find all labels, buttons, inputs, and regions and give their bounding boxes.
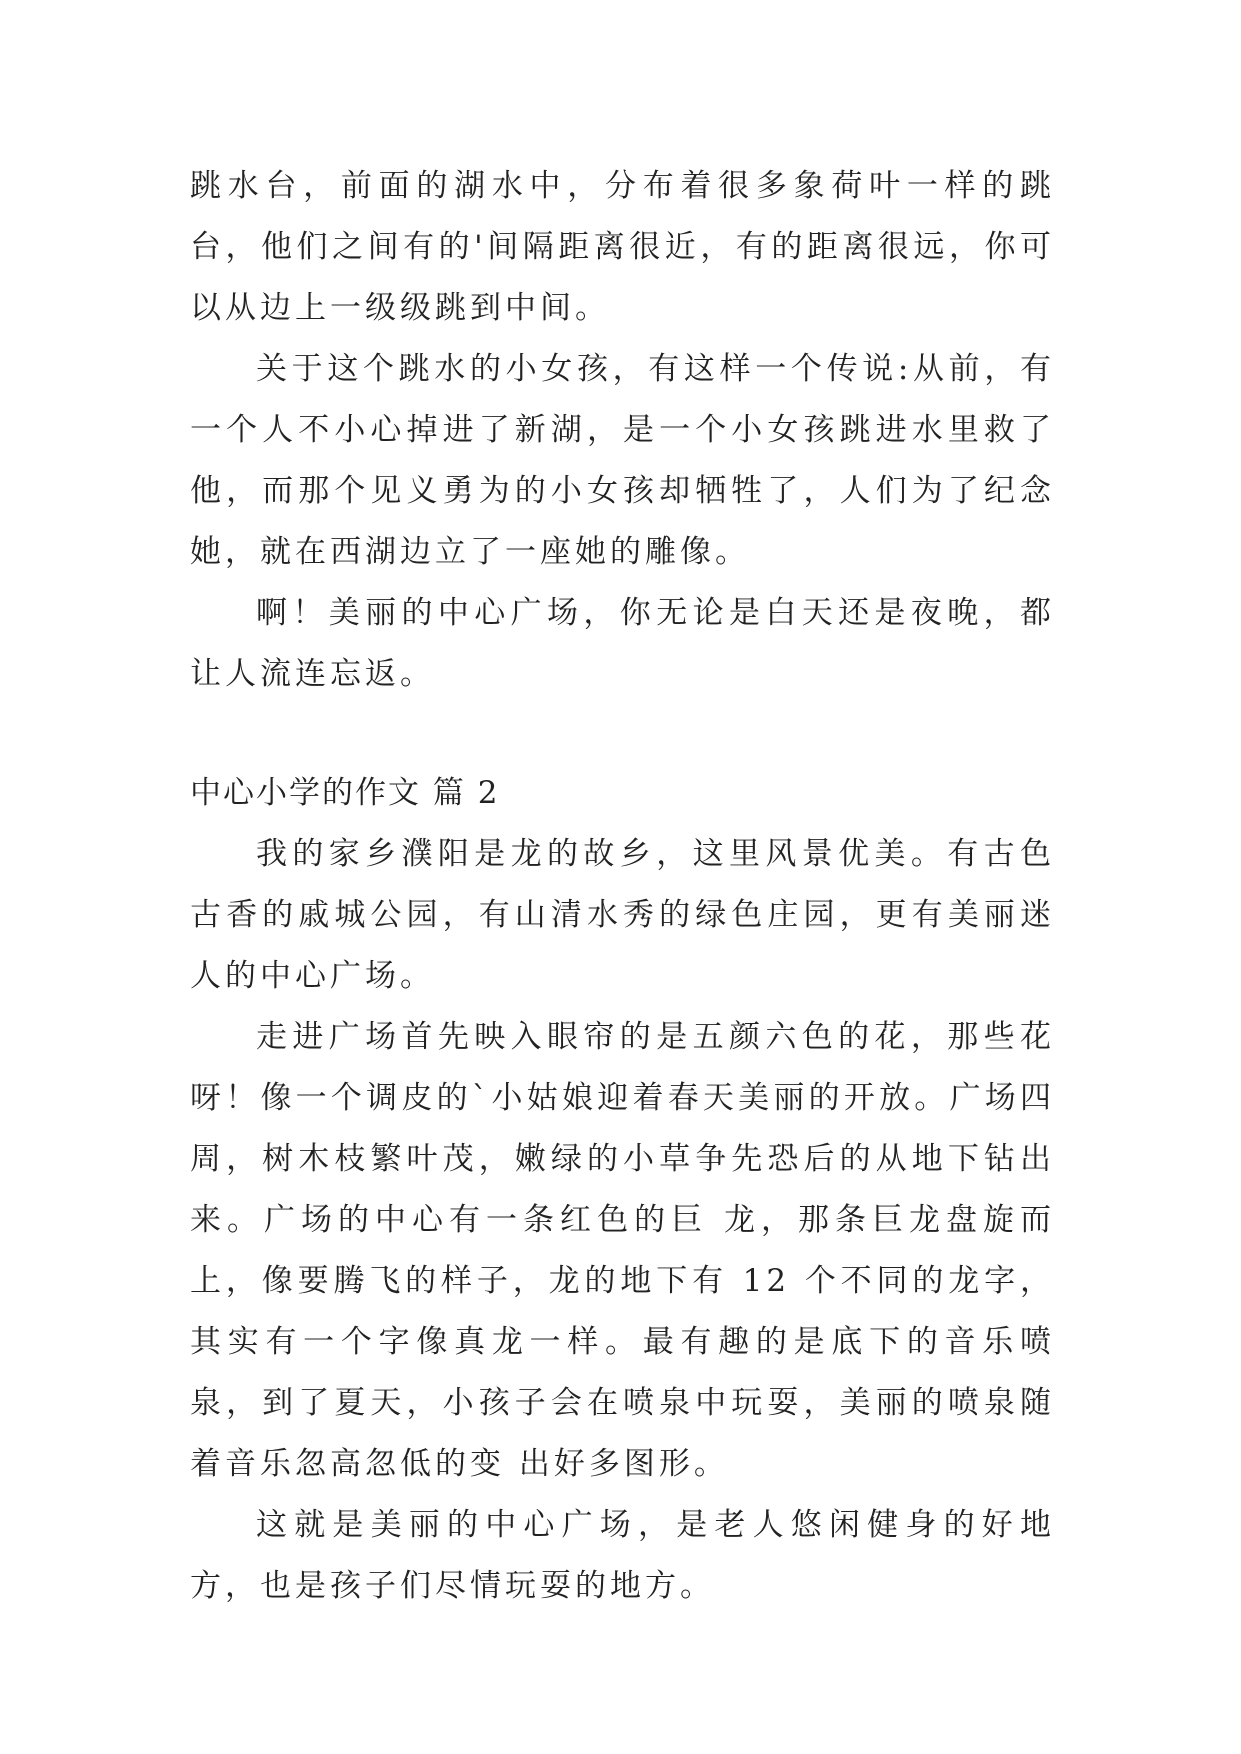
paragraph-diving-platform: 跳水台，前面的湖水中，分布着很多象荷叶一样的跳台，他们之间有的'间隔距离很近，有的距离很远，你可以从边上一级级跳到中间。	[190, 168, 1055, 326]
section-2	[190, 763, 1055, 1617]
paragraph-square-exclamation: 啊！美丽的中心广场，你无论是白天还是夜晚，都让人流连忘返。	[190, 595, 1055, 692]
paragraph-conclusion: 这就是美丽的中心广场，是老人悠闲健身的好地方，也是孩子们尽情玩耍的地方。	[190, 1507, 1055, 1604]
section-gap	[190, 705, 1055, 763]
paragraph-hometown: 我的家乡濮阳是龙的故乡，这里风景优美。有古色古香的戚城公园，有山清水秀的绿色庄园，更有美丽迷人的中心广场。	[190, 836, 1055, 994]
essay-title: 中心小学的作文 篇 2	[190, 775, 500, 811]
paragraph-square-description: 走进广场首先映入眼帘的是五颜六色的花，那些花呀！像一个调皮的`小姑娘迎着春天美丽的开放。广场四周，树木枝繁叶茂，嫩绿的小草争先恐后的从地下钻出来。广场的中心有一条红色的巨 龙，那条巨龙盘旋而上，像要腾飞的样子，龙的地下有 12 个不同的龙字，其实有一个字像真龙一样。最有趣的是底下的音乐喷泉，到了夏天，小孩子会在喷泉中玩耍，美丽的喷泉随着音乐忽高忽低的变 出好多图形。	[190, 1019, 1055, 1482]
paragraph-legend: 关于这个跳水的小女孩，有这样一个传说:从前，有一个人不小心掉进了新湖，是一个小女孩跳进水里救了他，而那个见义勇为的小女孩却牺牲了，人们为了纪念她，就在西湖边立了一座她的雕像。	[190, 351, 1055, 570]
document-content	[190, 156, 1055, 1617]
section-1	[190, 156, 1055, 705]
